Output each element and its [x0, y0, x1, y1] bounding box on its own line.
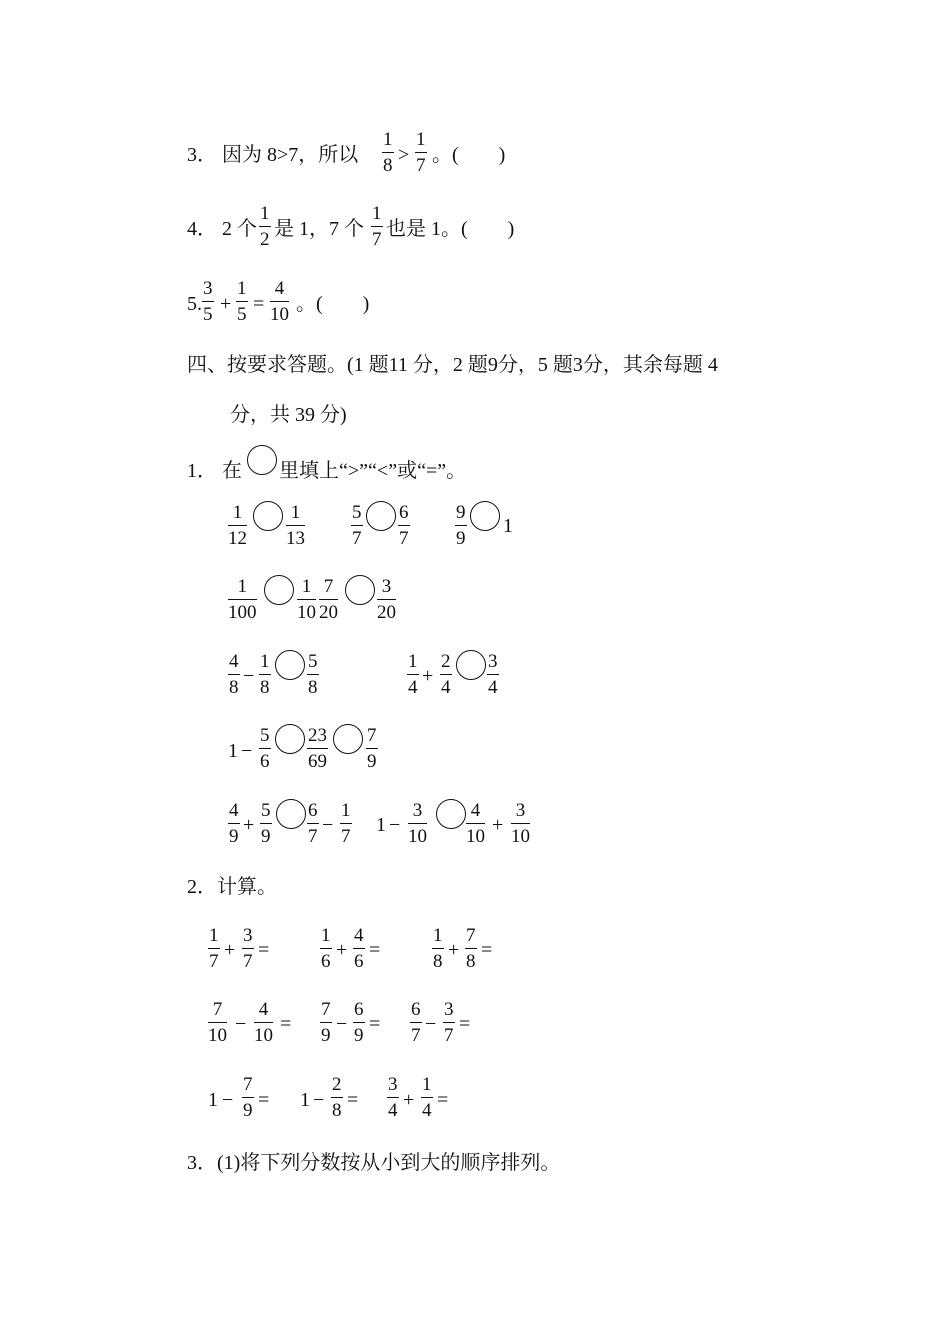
number: 1: [228, 740, 238, 762]
item-4-text: 是 1，7 个: [274, 218, 364, 240]
compare-circle[interactable]: [253, 501, 283, 531]
compare-circle[interactable]: [333, 724, 363, 754]
fraction: 9 9: [456, 502, 466, 549]
question-2-title: 2．计算。: [187, 876, 277, 898]
fraction: 7 9: [243, 1074, 253, 1121]
item-3-text: 因为 8>7，所以: [222, 144, 359, 166]
plus-sign: +: [243, 814, 255, 836]
compare-circle[interactable]: [275, 724, 305, 754]
fraction: 5 7: [352, 502, 362, 549]
equals-sign: =: [258, 939, 270, 961]
fraction: 5 6: [260, 725, 270, 772]
item-4-text: 也是 1。( ): [386, 218, 515, 240]
plus-sign: +: [220, 293, 232, 315]
fraction: 3 7: [243, 925, 253, 972]
answer-blank: 。( ): [296, 293, 370, 315]
fraction: 3 4: [488, 651, 498, 698]
equals-sign: =: [481, 939, 493, 961]
fraction: 4 10: [254, 999, 273, 1046]
fraction: 6 7: [308, 800, 318, 847]
minus-sign: −: [235, 1013, 247, 1035]
plus-sign: +: [403, 1089, 415, 1111]
equals-sign: =: [437, 1089, 449, 1111]
item-5-number: 5.: [187, 293, 202, 315]
item-3-number: 3．: [187, 144, 217, 166]
fraction: 1 8: [433, 925, 443, 972]
fraction: 1 4: [422, 1074, 432, 1121]
fraction: 1 100: [228, 576, 257, 623]
fraction: 1 2: [260, 203, 270, 250]
fraction: 5 9: [261, 800, 271, 847]
fraction: 23 69: [308, 725, 327, 772]
fraction: 7 9: [321, 999, 331, 1046]
compare-circle[interactable]: [276, 799, 306, 829]
fraction: 6 9: [354, 999, 364, 1046]
section-4-title-cont: 分，共 39 分): [230, 404, 347, 426]
plus-sign: +: [224, 939, 236, 961]
fraction: 3 7: [444, 999, 454, 1046]
fraction: 1 7: [372, 203, 382, 250]
fraction: 3 20: [377, 576, 396, 623]
plus-sign: +: [336, 939, 348, 961]
answer-blank: 。( ): [432, 144, 506, 166]
minus-sign: −: [322, 814, 334, 836]
fraction: 1 13: [286, 502, 305, 549]
fraction: 3 5: [203, 278, 213, 325]
fraction: 1 8: [260, 651, 270, 698]
fraction: 2 8: [332, 1074, 342, 1121]
fraction: 3 10: [408, 800, 427, 847]
fraction: 1 7: [416, 129, 426, 176]
number: 1: [376, 814, 386, 836]
fraction: 7 20: [319, 576, 338, 623]
number: 1: [503, 515, 513, 537]
compare-circle[interactable]: [345, 575, 375, 605]
fraction: 7 9: [367, 725, 377, 772]
compare-circle[interactable]: [366, 501, 396, 531]
equals-sign: =: [347, 1089, 359, 1111]
item-4-number: 4．: [187, 218, 217, 240]
equals-sign: =: [253, 293, 265, 315]
fraction: 1 10: [297, 576, 316, 623]
equals-sign: =: [280, 1013, 292, 1035]
minus-sign: −: [313, 1089, 325, 1111]
item-4-text: 2 个: [222, 218, 257, 240]
fraction: 7 10: [208, 999, 227, 1046]
compare-circle[interactable]: [436, 799, 466, 829]
plus-sign: +: [492, 814, 504, 836]
minus-sign: −: [222, 1089, 234, 1111]
fraction: 3 10: [511, 800, 530, 847]
plus-sign: +: [448, 939, 460, 961]
minus-sign: −: [241, 740, 253, 762]
minus-sign: −: [425, 1013, 437, 1035]
number: 1: [300, 1089, 310, 1111]
compare-circle[interactable]: [456, 650, 486, 680]
circle-blank-icon: [247, 445, 277, 475]
fraction: 1 4: [408, 651, 418, 698]
plus-sign: +: [422, 665, 434, 687]
compare-circle[interactable]: [264, 575, 294, 605]
section-4-title: 四、按要求答题。(1 题11 分，2 题9分，5 题3分，其余每题 4: [187, 354, 718, 376]
fraction: 2 4: [441, 651, 451, 698]
fraction: 4 10: [466, 800, 485, 847]
fraction: 4 6: [354, 925, 364, 972]
fraction: 1 6: [321, 925, 331, 972]
question-3-title: 3．(1)将下列分数按从小到大的顺序排列。: [187, 1152, 561, 1174]
equals-sign: =: [369, 939, 381, 961]
greater-sign: >: [398, 144, 410, 166]
compare-circle[interactable]: [275, 650, 305, 680]
question-1-number: 1．: [187, 460, 217, 482]
minus-sign: −: [389, 814, 401, 836]
number: 1: [208, 1089, 218, 1111]
fraction: 1 7: [341, 800, 351, 847]
compare-circle[interactable]: [470, 501, 500, 531]
fraction: 1 5: [237, 278, 247, 325]
fraction: 1 12: [228, 502, 247, 549]
fraction: 6 7: [411, 999, 421, 1046]
fraction: 1 8: [383, 129, 393, 176]
fraction: 6 7: [399, 502, 409, 549]
fraction: 1 7: [209, 925, 219, 972]
fraction: 4 8: [229, 651, 239, 698]
equals-sign: =: [459, 1013, 471, 1035]
equals-sign: =: [369, 1013, 381, 1035]
equals-sign: =: [258, 1089, 270, 1111]
minus-sign: −: [336, 1013, 348, 1035]
fraction: 7 8: [466, 925, 476, 972]
question-1-text: 里填上“>”“<”或“=”。: [279, 460, 467, 482]
fraction: 5 8: [308, 651, 318, 698]
question-1-text: 在: [222, 460, 242, 482]
minus-sign: −: [243, 665, 255, 687]
fraction: 4 9: [229, 800, 239, 847]
fraction: 3 4: [388, 1074, 398, 1121]
fraction: 4 10: [270, 278, 289, 325]
